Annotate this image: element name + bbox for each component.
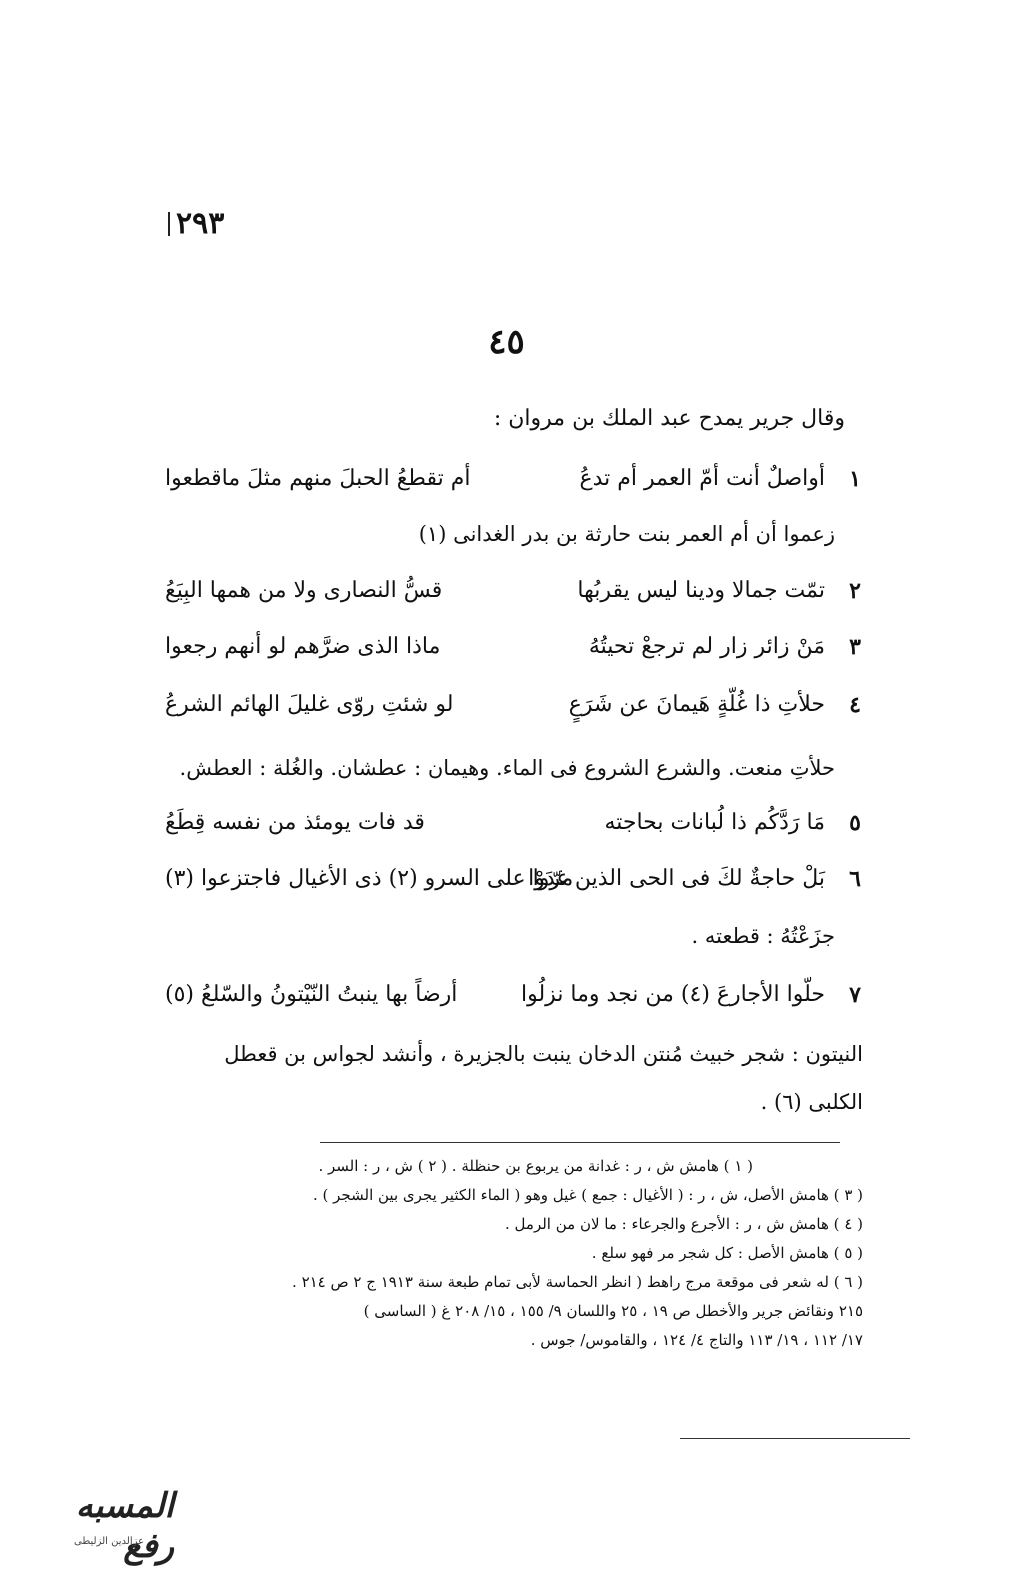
verse-first-hemistich: حلأتِ ذا غُلّةٍ هَيمانَ عن شَرَعٍ — [568, 692, 825, 717]
poem-number: ٤٥ — [488, 322, 525, 362]
verse-number: ٢ — [849, 578, 861, 604]
footnote-4: ( ٤ ) هامش ش ، ر : الأجرع والجرعاء : ما لان من الرمل . — [505, 1215, 863, 1233]
footnote-3: ( ٣ ) هامش الأصل، ش ، ر : ( الأغيال : جمع ) غيل وهو ( الماء الكثير يجرى بين الشجر ) . — [313, 1186, 863, 1204]
verse-number: ١ — [849, 466, 861, 492]
verse-second-hemistich: ماذا الذى ضرَّهم لو أنهم رجعوا — [165, 634, 441, 659]
footnote-6: ( ٦ ) له شعر فى موقعة مرج راهط ( انظر الحماسة لأبى تمام طبعة سنة ١٩١٣ ج ٢ ص ٢١٤ . — [292, 1273, 863, 1291]
verse-5 — [165, 810, 865, 854]
verse-first-hemistich: حلّوا الأجارعَ (٤) من نجد وما نزلُوا — [521, 982, 825, 1007]
footnote-5: ( ٥ ) هامش الأصل : كل شجر مر فهو سلع . — [591, 1244, 863, 1262]
verse-number: ٥ — [849, 810, 861, 836]
verse-number: ٣ — [849, 634, 861, 660]
verse-7 — [165, 982, 865, 1026]
footnote-2: ( ٢ ) ش ، ر : السر . — [318, 1157, 448, 1175]
footnotes — [143, 1152, 863, 1355]
verse-first-hemistich: مَا رَدَّكُم ذا لُبانات بحاجته — [604, 810, 825, 835]
verse-number: ٧ — [849, 982, 861, 1008]
verse-3 — [165, 634, 865, 678]
verse-number: ٦ — [849, 866, 861, 892]
verse-first-hemistich: بَلْ حاجةٌ لكَ فى الحى الذين غدَوْا — [528, 866, 825, 891]
poem-intro: وقال جرير يمدح عبد الملك بن مروان : — [493, 406, 845, 431]
verse-second-hemistich: أرضاً بها ينبتُ النّيْتونُ والسّلعُ (٥) — [165, 982, 458, 1007]
bottom-rule — [680, 1438, 910, 1439]
gloss-verse-1: زعموا أن أم العمر بنت حارثة بن بدر الغدانى (١) — [418, 522, 835, 546]
verse-2 — [165, 578, 865, 622]
logo-subtext: عزالدين الزليطى — [74, 1536, 145, 1547]
footnote-1: ( ١ ) هامش ش ، ر : غدانة من يربوع بن حنظلة . — [451, 1157, 753, 1175]
verse-number: ٤ — [849, 692, 861, 718]
page-number-mark — [168, 212, 170, 236]
verse-second-hemistich: مرّوا على السرو (٢) ذى الأغيال فاجتزعوا (٣) — [165, 866, 574, 891]
verse-first-hemistich: مَنْ زائر زار لم ترجعْ تحيتُهُ — [588, 634, 825, 659]
verse-6 — [165, 866, 865, 910]
verse-second-hemistich: قد فات يومئذ من نفسه قِطَعُ — [165, 810, 425, 835]
gloss-verse-7: النيتون : شجر خبيث مُنتن الدخان ينبت بالجزيرة ، وأنشد لجواس بن قعطل الكلبى (٦) . — [224, 1042, 863, 1114]
logo-text: المسبه رفع — [75, 1486, 174, 1566]
footnote-6-end: ١٧/ ١١٢ ، ١٩/ ١١٣ والتاج ٤/ ١٢٤ ، والقاموس/ جوس . — [530, 1331, 863, 1349]
verse-4 — [165, 692, 865, 736]
gloss-verse-6: جزَعْتُهُ : قطعته . — [691, 924, 835, 948]
footnote-line — [143, 1152, 863, 1181]
page-number: ٢٩٣ — [176, 206, 225, 241]
verse-second-hemistich: أم تقطعُ الحبلَ منهم مثلَ ماقطعوا — [165, 466, 471, 491]
publisher-logo — [14, 1478, 174, 1568]
verse-first-hemistich: تمّت جمالا ودينا ليس يقربُها — [577, 578, 825, 603]
gloss-verse-4: حلأتِ منعت. والشرع الشروع فى الماء. وهيمان : عطشان. والغُلة : العطش. — [179, 756, 835, 780]
verse-second-hemistich: لو شئتِ روّى غليلَ الهائم الشرعُ — [165, 692, 454, 717]
verse-1 — [165, 466, 865, 510]
footnote-separator — [320, 1142, 840, 1143]
verse-second-hemistich: قسُّ النصارى ولا من همها البِيَعُ — [165, 578, 443, 603]
footnote-6-continued: ٢١٥ ونقائض جرير والأخطل ص ١٩ ، ٢٥ واللسان ٩/ ١٥٥ ، ١٥/ ٢٠٨ غ ( الساسى ) — [363, 1302, 863, 1320]
verse-first-hemistich: أواصلٌ أنت أمّ العمر أم تدعُ — [579, 466, 825, 491]
